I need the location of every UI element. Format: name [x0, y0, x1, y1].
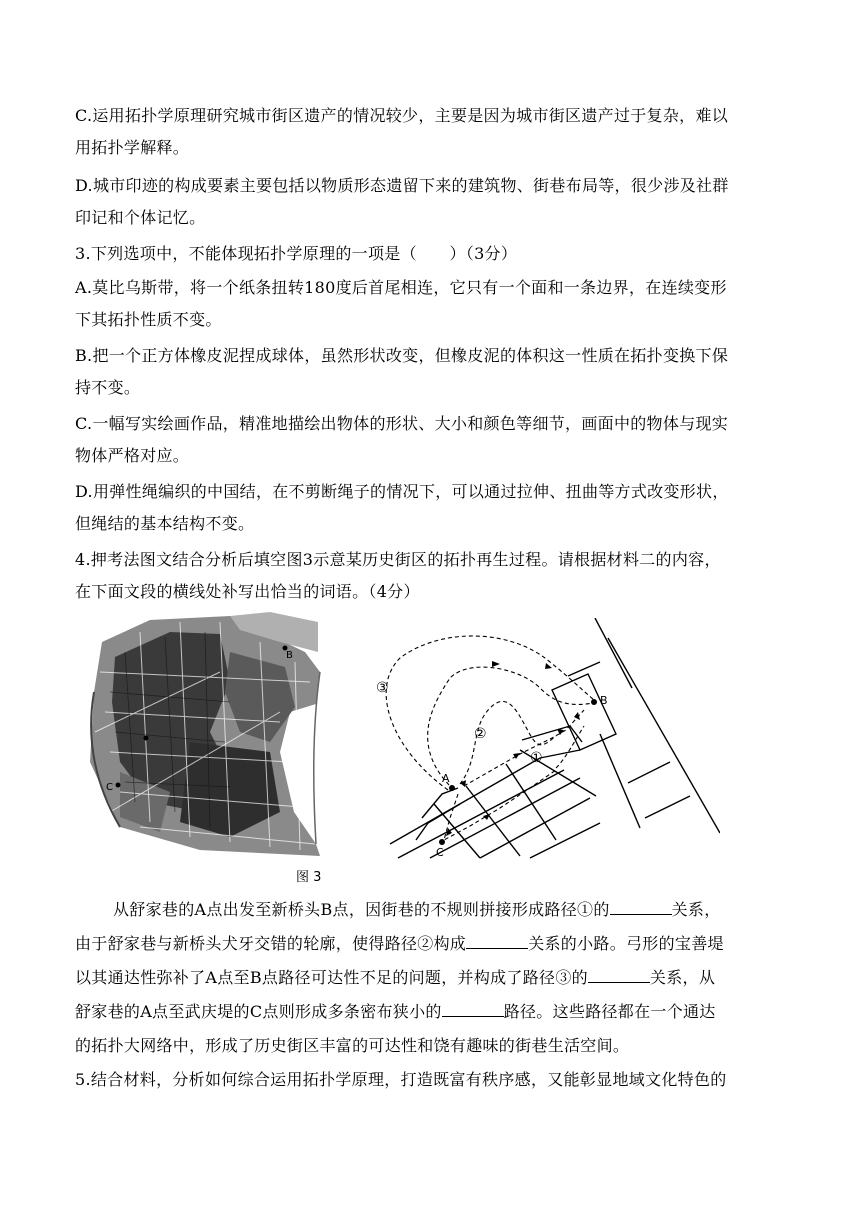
passage-line-5: 的拓扑大网络中，形成了历史街区丰富的可达性和饶有趣味的街巷生活空间。: [75, 1036, 630, 1055]
q3-option-a-line-2: 下其拓扑性质不变。: [75, 310, 222, 329]
q3-option-a-line-1: A.莫比乌斯带，将一个纸条扭转180度后首尾相连，它只有一个面和一条边界，在连续变形: [75, 278, 727, 297]
street-map-image: [80, 612, 325, 860]
passage-text: 以其通达性弥补了A点至B点路径可达性不足的问题，并构成了路径③的: [75, 968, 588, 987]
passage-text: 从舒家巷的A点出发至新桥头B点，因街巷的不规则拼接形成路径①的: [113, 900, 610, 919]
passage-text: 路径。这些路径都在一个通达: [503, 1002, 716, 1021]
point-label-c: C: [436, 846, 444, 859]
path-label-1: ①: [530, 750, 543, 766]
question-3: 3.下列选项中，不能体现拓扑学原理的一项是（ ）（3分）: [75, 244, 518, 263]
passage-line-1: [113, 900, 795, 920]
passage-line-2: [75, 934, 795, 954]
q3-option-c-line-1: C.一幅写实绘画作品，精准地描绘出物体的形状、大小和颜色等细节，画面中的物体与现实: [75, 414, 729, 433]
q3-option-d-line-1: D.用弹性绳编织的中国结，在不剪断绳子的情况下，可以通过拉伸、扭曲等方式改变形状，: [75, 482, 729, 501]
path-label-2: ②: [474, 726, 487, 742]
q3-option-b-line-1: B.把一个正方体橡皮泥捏成球体，虽然形状改变，但橡皮泥的体积这一性质在拓扑变换下保: [75, 346, 729, 365]
option-d-line-2: 印记和个体记忆。: [75, 208, 206, 227]
q3-option-b-line-2: 持不变。: [75, 378, 141, 397]
passage-text: 由于舒家巷与新桥头犬牙交错的轮廓，使得路径②构成: [75, 934, 467, 953]
point-label-a: A: [442, 772, 450, 785]
map-label-b: B: [286, 650, 293, 661]
answer-blank-3[interactable]: [588, 968, 650, 983]
path-label-3: ③: [376, 680, 389, 696]
passage-text: 舒家巷的A点至武庆堤的C点则形成多条密布狭小的: [75, 1002, 442, 1021]
answer-blank-2[interactable]: [466, 934, 528, 949]
option-c-line-1: C.运用拓扑学原理研究城市街区遗产的情况较少，主要是因为城市街区遗产过于复杂，难以: [75, 106, 729, 125]
topology-diagram: [370, 618, 720, 862]
passage-line-4: [75, 1002, 795, 1022]
passage-text: 关系的小路。弓形的宝善堤: [528, 934, 724, 953]
q3-option-d-line-2: 但绳结的基本结构不变。: [75, 514, 255, 533]
point-label-b: B: [600, 694, 608, 707]
figure-3: [80, 612, 640, 862]
passage-text: 关系，从: [649, 968, 716, 987]
option-d-line-1: D.城市印迹的构成要素主要包括以物质形态遗留下来的建筑物、街巷布局等，很少涉及社群: [75, 176, 729, 195]
map-label-c: C: [106, 782, 113, 793]
question-5: 5.结合材料，分析如何综合运用拓扑学原理，打造既富有秩序感，又能彰显地域文化特色的: [75, 1070, 727, 1089]
answer-blank-1[interactable]: [610, 900, 672, 915]
q3-option-c-line-2: 物体严格对应。: [75, 446, 190, 465]
question-4-line-1: 4.押考法图文结合分析后填空图3示意某历史街区的拓扑再生过程。请根据材料二的内容，: [75, 550, 721, 569]
question-4-line-2: 在下面文段的横线处补写出恰当的词语。（4分）: [75, 582, 420, 601]
figure-caption: 图 3: [296, 870, 322, 885]
option-c-line-2: 用拓扑学解释。: [75, 138, 190, 157]
passage-text: 关系，: [671, 900, 721, 919]
answer-blank-4[interactable]: [442, 1002, 504, 1017]
passage-line-3: [75, 968, 795, 988]
